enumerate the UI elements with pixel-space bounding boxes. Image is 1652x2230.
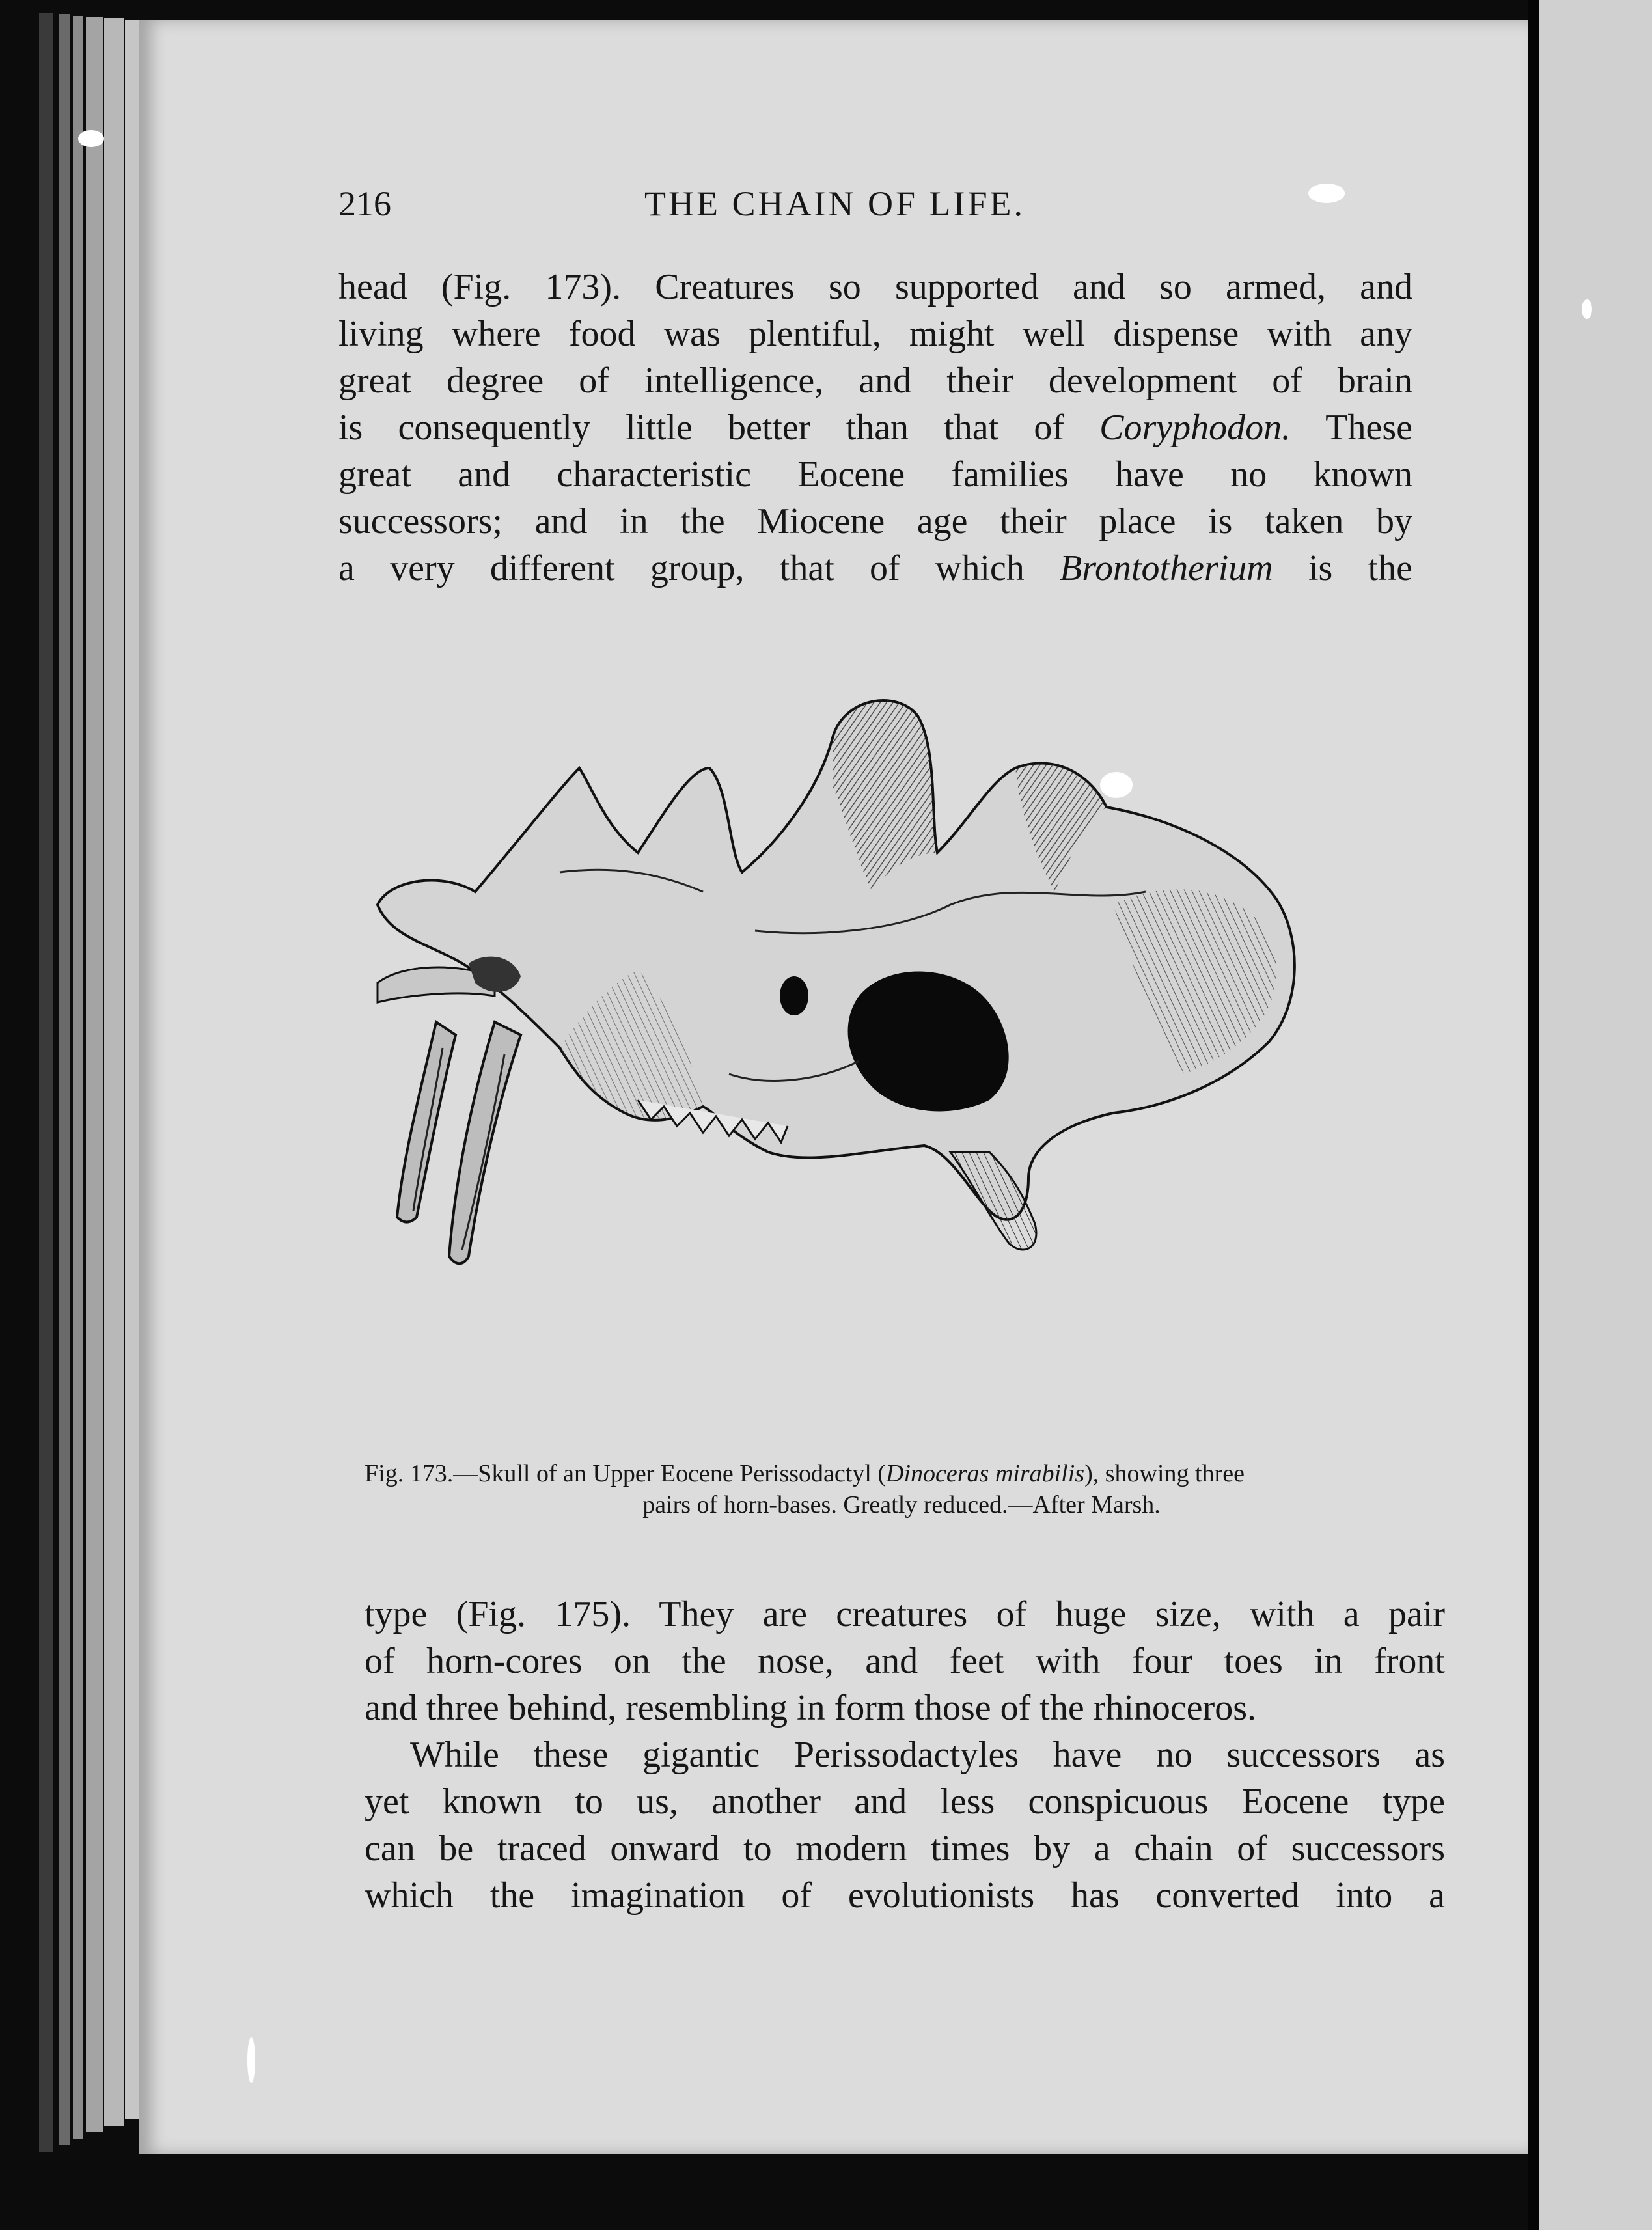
skull-illustration xyxy=(365,657,1419,1465)
text-line: and three behind, resembling in form those of the rhinoceros. xyxy=(365,1688,1257,1728)
caption-fragment: Fig. 173.—Skull of an Upper Eocene Perissodactyl ( xyxy=(365,1460,887,1487)
genus-name: Brontotherium xyxy=(1060,548,1273,588)
page-number: 216 xyxy=(338,184,391,223)
text-line: great and characteristic Eocene families have no known xyxy=(338,454,1412,495)
dust-speck xyxy=(1582,299,1592,319)
text-line: yet known to us, another and less conspicuous Eocene type xyxy=(365,1782,1445,1822)
text-line: which the imagination of evolutionists has converted into a xyxy=(365,1875,1445,1916)
page-edge xyxy=(73,16,83,2139)
next-page-edge xyxy=(1539,0,1652,2230)
page-edge xyxy=(59,14,70,2145)
page-edge xyxy=(125,20,139,2119)
page-edge xyxy=(39,13,53,2152)
text-line: successors; and in the Miocene age their place is taken by xyxy=(338,501,1412,542)
skull-engraving xyxy=(365,657,1419,1465)
page-edge xyxy=(86,17,103,2132)
text-line xyxy=(338,404,1412,451)
species-name: Dinoceras mirabilis xyxy=(886,1460,1085,1487)
page-header xyxy=(338,184,1484,236)
text-line: living where food was plentiful, might well dispense with any xyxy=(338,314,1412,354)
text-fragment: These xyxy=(1291,407,1412,448)
text-fragment: a very different group, that of which xyxy=(338,548,1060,588)
text-fragment: is consequently little better than that of xyxy=(338,407,1100,448)
top-paragraph xyxy=(338,264,1412,592)
caption-line: pairs of horn-bases. Greatly reduced.—After Marsh. xyxy=(642,1491,1161,1519)
page-edge xyxy=(104,18,124,2126)
caption-line xyxy=(365,1458,1439,1489)
figure-caption xyxy=(365,1458,1439,1521)
text-line: great degree of intelligence, and their development of brain xyxy=(338,361,1412,401)
genus-name: Coryphodon. xyxy=(1099,407,1291,448)
dust-speck xyxy=(78,130,104,147)
caption-fragment: ), showing three xyxy=(1084,1460,1245,1487)
text-line: head (Fig. 173). Creatures so supported and so armed, and xyxy=(338,267,1412,307)
text-line: of horn-cores on the nose, and feet with four toes in front xyxy=(365,1641,1445,1681)
text-line: While these gigantic Perissodactyles have no successors as xyxy=(410,1735,1445,1775)
dust-speck xyxy=(247,2037,255,2083)
running-title: THE CHAIN OF LIFE. xyxy=(644,184,1025,223)
text-line xyxy=(338,545,1412,592)
text-fragment: is the xyxy=(1273,548,1413,588)
book-gutter xyxy=(1528,0,1539,2230)
text-line: can be traced onward to modern times by a chain of successors xyxy=(365,1828,1445,1869)
bottom-paragraph xyxy=(365,1591,1445,1919)
text-line: type (Fig. 175). They are creatures of huge size, with a pair xyxy=(365,1594,1445,1634)
